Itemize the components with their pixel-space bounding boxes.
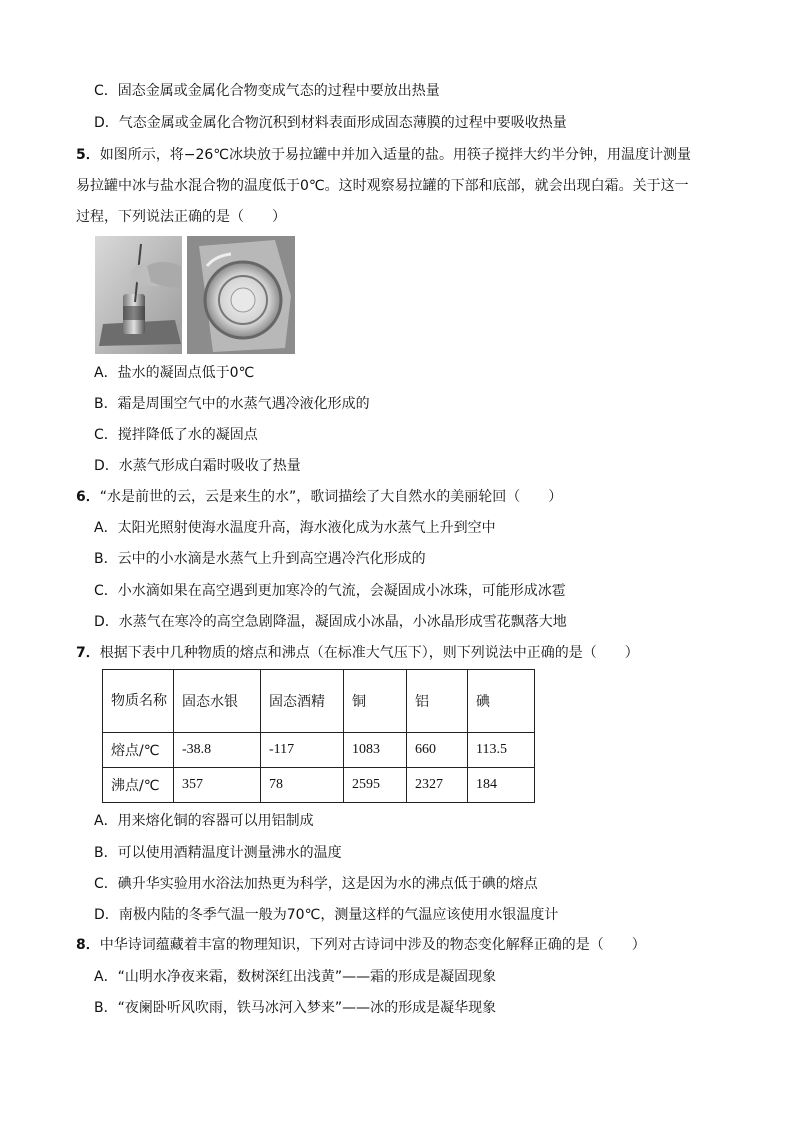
table-header-row — [103, 670, 535, 733]
table-cell: 660 — [407, 733, 468, 768]
q5-option-b: B．霜是周围空气中的水蒸气遇冷液化形成的 — [94, 396, 370, 412]
q5-option-d: D．水蒸气形成白霜时吸收了热量 — [94, 458, 301, 474]
q6-stem — [76, 487, 562, 507]
table-cell: 1083 — [344, 733, 407, 768]
table-row-label: 熔点/℃ — [103, 733, 174, 768]
table-cell: 357 — [174, 768, 261, 803]
table-header-cell: 固态酒精 — [261, 670, 344, 733]
q7-number: 7． — [76, 645, 100, 661]
q7-option-b: B．可以使用酒精温度计测量沸水的温度 — [94, 845, 342, 861]
q5-number: 5． — [76, 147, 100, 163]
table-cell: 184 — [468, 768, 535, 803]
q7-stem — [76, 643, 639, 663]
q5-stem-line3: 过程，下列说法正确的是（ ） — [76, 209, 286, 225]
table-cell: -38.8 — [174, 733, 261, 768]
q8-option-a: A．“山明水净夜来霜，数树深红出浅黄”——霜的形成是凝固现象 — [94, 969, 497, 985]
table-header-cell: 铝 — [407, 670, 468, 733]
table-cell: 2327 — [407, 768, 468, 803]
q7-option-c: C．碘升华实验用水浴法加热更为科学，这是因为水的沸点低于碘的熔点 — [94, 876, 538, 892]
table-header-cell: 固态水银 — [174, 670, 261, 733]
table-row-label: 沸点/℃ — [103, 768, 174, 803]
q7-option-d: D．南极内陆的冬季气温一般为70℃，测量这样的气温应该使用水银温度计 — [94, 907, 559, 923]
q5-stem-line1 — [76, 145, 691, 165]
q5-stem-text: 如图所示，将−26℃冰块放于易拉罐中并加入适量的盐。用筷子搅拌大约半分钟，用温度计测量 — [99, 147, 692, 163]
table-header-cell: 物质名称 — [103, 670, 174, 733]
q6-option-d: D．水蒸气在寒冷的高空急剧降温，凝固成小冰晶，小冰晶形成雪花飘落大地 — [94, 614, 567, 630]
q5-option-a: A．盐水的凝固点低于0℃ — [94, 365, 255, 381]
q8-stem — [76, 935, 646, 955]
q5-option-c: C．搅拌降低了水的凝固点 — [94, 427, 258, 443]
q7-stem-text: 根据下表中几种物质的熔点和沸点（在标准大气压下），则下列说法中正确的是（ ） — [99, 645, 639, 661]
q4-option-c: C．固态金属或金属化合物变成气态的过程中要放出热量 — [94, 83, 440, 99]
q5-photo-figure — [95, 236, 295, 354]
photo-stirring-can — [95, 236, 182, 354]
q6-option-a: A．太阳光照射使海水温度升高，海水液化成为水蒸气上升到空中 — [94, 520, 496, 536]
table-cell: -117 — [261, 733, 344, 768]
q7-option-a: A．用来熔化铜的容器可以用铝制成 — [94, 813, 314, 829]
q6-stem-text: “水是前世的云，云是来生的水”，歌词描绘了大自然水的美丽轮回（ ） — [99, 489, 563, 505]
table-row-melting — [103, 733, 535, 768]
photo-frosted-can-bottom — [187, 236, 295, 354]
table-header-cell: 碘 — [468, 670, 535, 733]
table-cell: 113.5 — [468, 733, 535, 768]
table-cell: 78 — [261, 768, 344, 803]
q8-number: 8． — [76, 937, 100, 953]
q6-option-b: B．云中的小水滴是水蒸气上升到高空遇冷汽化形成的 — [94, 551, 426, 567]
table-cell: 2595 — [344, 768, 407, 803]
q4-option-d: D．气态金属或金属化合物沉积到材料表面形成固态薄膜的过程中要吸收热量 — [94, 115, 567, 131]
q5-stem-line2: 易拉罐中冰与盐水混合物的温度低于0℃。这时观察易拉罐的下部和底部，就会出现白霜。关于这一 — [76, 178, 689, 194]
q8-option-b: B．“夜阑卧听风吹雨，铁马冰河入梦来”——冰的形成是凝华现象 — [94, 1000, 497, 1016]
q6-number: 6． — [76, 489, 100, 505]
table-row-boiling — [103, 768, 535, 803]
melting-boiling-table — [102, 669, 535, 803]
q6-option-c: C．小水滴如果在高空遇到更加寒冷的气流，会凝固成小冰珠，可能形成冰雹 — [94, 583, 566, 599]
q8-stem-text: 中华诗词蕴藏着丰富的物理知识，下列对古诗词中涉及的物态变化解释正确的是（ ） — [99, 937, 646, 953]
table-header-cell: 铜 — [344, 670, 407, 733]
